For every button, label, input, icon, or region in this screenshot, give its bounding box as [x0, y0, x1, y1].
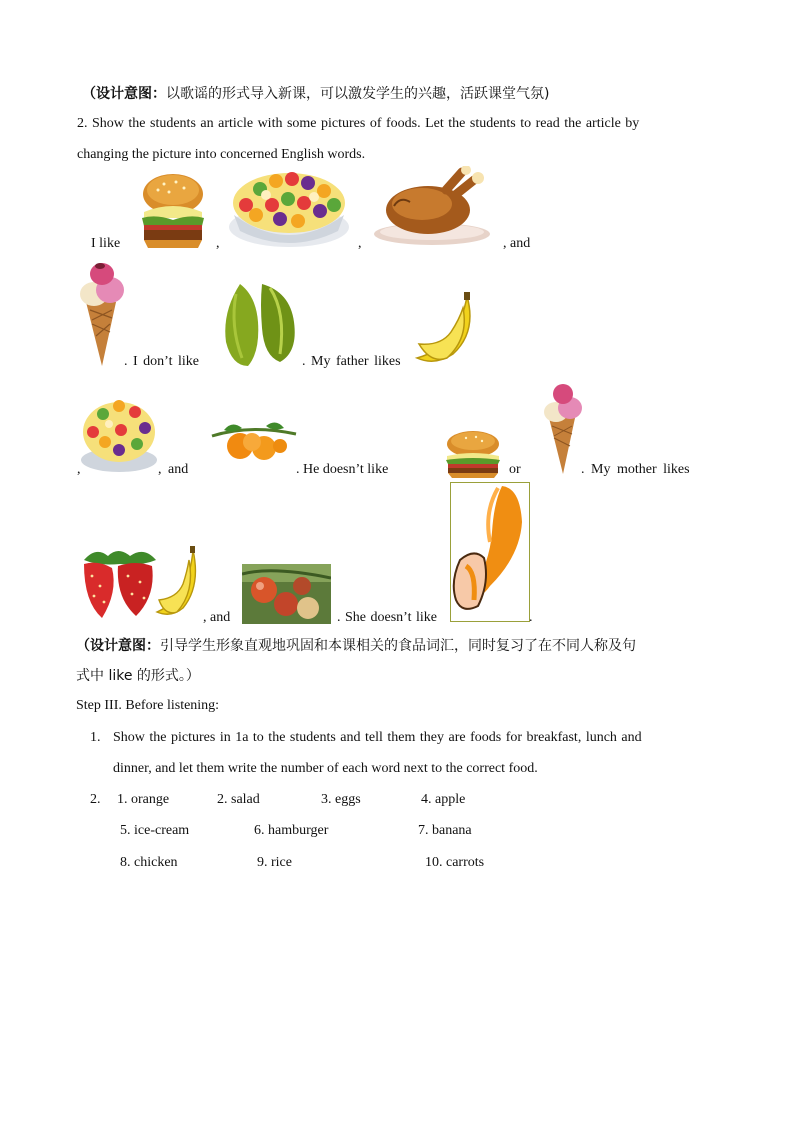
vocab-word: 6. hamburger — [254, 823, 329, 838]
salad-icon — [226, 165, 352, 249]
vocab-word: 9. rice — [257, 855, 292, 870]
design-intent-label: （设计意图： — [76, 638, 160, 654]
rebus-text-my-mother-likes: . My mother likes — [581, 462, 690, 477]
rebus-and: , and — [503, 236, 531, 251]
tomato-icon — [242, 564, 331, 624]
step3-item1-line2: dinner, and let them write the number of each word next to the correct food. — [113, 761, 538, 776]
step3-item1-line1: Show the pictures in 1a to the students and tell them they are foods for breakfast, lunch and — [113, 730, 642, 745]
step3-item1-number: 1. — [90, 730, 101, 745]
rebus-text-i-dont-like: . I don’t like — [124, 354, 199, 369]
rebus-and: , and — [203, 610, 231, 625]
step3-title: Step III. Before listening: — [76, 698, 220, 713]
rebus-comma: , — [77, 462, 81, 477]
vocab-word: 5. ice-cream — [120, 823, 190, 838]
orange-icon — [210, 418, 298, 462]
rebus-end: . — [529, 610, 533, 625]
rebus-text-my-father-likes: . My father likes — [302, 354, 401, 369]
hamburger-icon — [136, 170, 210, 250]
carrot-icon — [450, 482, 530, 624]
rebus-text-i-like: I like — [91, 236, 121, 251]
rebus-text-she-doesnt-like: . She doesn’t like — [337, 610, 437, 625]
vocab-word: 2. salad — [217, 792, 260, 807]
design-intent-2-line-1 — [76, 635, 636, 655]
pear-icon — [220, 282, 300, 368]
rebus-text-he-doesnt-like: . He doesn’t like — [296, 462, 389, 477]
rebus-comma: , — [358, 236, 362, 251]
vocab-word: 8. chicken — [120, 855, 178, 870]
design-intent-1 — [82, 83, 549, 103]
design-intent-text: 以歌谣的形式导入新课，可以激发学生的兴趣，活跃课堂气氛) — [166, 86, 550, 102]
vocab-word: 4. apple — [421, 792, 466, 807]
hamburger-icon — [442, 430, 504, 478]
banana-icon — [413, 292, 477, 366]
step3-item2-number: 2. — [90, 792, 101, 807]
roast-chicken-icon — [370, 166, 500, 248]
vocab-word: 10. carrots — [425, 855, 485, 870]
vocab-word: 7. banana — [418, 823, 472, 838]
step2-line-2: changing the picture into concerned English words. — [77, 147, 366, 162]
step2-line-1: 2. Show the students an article with some pictures of foods. Let the students to read the article by — [77, 116, 640, 131]
strawberry-icon — [78, 546, 160, 620]
vocab-word: 3. eggs — [321, 792, 361, 807]
ice-cream-icon — [76, 258, 126, 368]
design-intent-text: 引导学生形象直观地巩固和本课相关的食品词汇，同时复习了在不同人称及句 — [160, 638, 636, 654]
rebus-and: , and — [158, 462, 189, 477]
design-intent-label: （设计意图： — [82, 86, 166, 102]
ice-cream-icon — [540, 380, 584, 476]
vocab-word: 1. orange — [117, 792, 170, 807]
salad-icon — [79, 396, 159, 476]
design-intent-2-line-2: 式中 like 的形式。） — [76, 668, 200, 684]
banana-icon — [155, 546, 201, 620]
rebus-comma: , — [216, 236, 220, 251]
rebus-or: or — [509, 462, 521, 477]
